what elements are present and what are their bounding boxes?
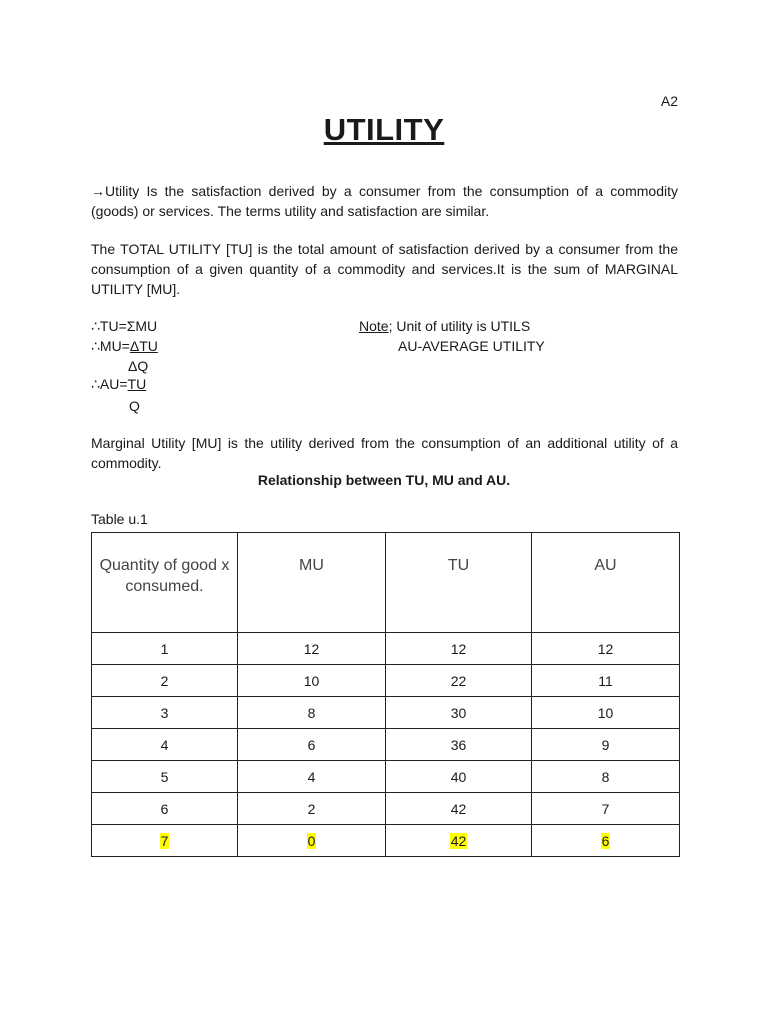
quantity-cell: 3: [92, 697, 238, 729]
au-formula: [91, 374, 146, 394]
highlighted-value: 7: [160, 832, 169, 849]
page-reference: A2: [660, 93, 678, 109]
table-row: [92, 729, 680, 761]
mu-cell: 6: [238, 729, 386, 761]
tu-cell: 22: [386, 665, 532, 697]
tu-cell: 40: [386, 761, 532, 793]
tu-cell: 12: [386, 633, 532, 665]
table-row: [92, 793, 680, 825]
mu-formula: [91, 336, 158, 356]
au-cell: 12: [532, 633, 680, 665]
highlighted-table-row: [92, 825, 680, 857]
mu-column-header: MU: [238, 533, 386, 633]
table-header-row: [92, 533, 680, 633]
table-caption: Table u.1: [91, 511, 148, 527]
table-row: [92, 665, 680, 697]
table-row: [92, 633, 680, 665]
quantity-cell: 1: [92, 633, 238, 665]
mu-formula-numerator: ΔTU: [129, 338, 158, 354]
au-cell: [532, 825, 680, 857]
utility-table: [91, 532, 680, 857]
total-utility-paragraph: The TOTAL UTILITY [TU] is the total amount of satisfaction derived by a consumer from the consumption of a given quantity of a commodity and services.It is the sum of MARGINAL UTILITY [MU].: [91, 241, 678, 297]
highlighted-value: 42: [450, 832, 467, 849]
page-title: UTILITY: [323, 112, 445, 147]
quantity-cell: 4: [92, 729, 238, 761]
table-row: [92, 761, 680, 793]
au-definition: AU-AVERAGE UTILITY: [398, 338, 545, 354]
au-cell: 9: [532, 729, 680, 761]
mu-cell: [238, 825, 386, 857]
au-cell: 7: [532, 793, 680, 825]
au-formula-numerator: TU: [127, 376, 147, 392]
tu-formula: ∴TU=ΣMU: [91, 318, 158, 334]
au-cell: 11: [532, 665, 680, 697]
mu-cell: 4: [238, 761, 386, 793]
au-formula-denominator: Q: [129, 398, 140, 414]
quantity-column-header: Quantity of good x consumed.: [92, 533, 238, 633]
mu-cell: 10: [238, 665, 386, 697]
mu-cell: 2: [238, 793, 386, 825]
highlighted-value: 0: [307, 832, 316, 849]
tu-cell: 30: [386, 697, 532, 729]
mu-formula-denominator: ΔQ: [128, 358, 149, 374]
au-cell: 10: [532, 697, 680, 729]
au-formula-prefix: ∴AU=: [91, 376, 128, 392]
units-note: [359, 316, 530, 336]
mu-cell: 8: [238, 697, 386, 729]
quantity-cell: [92, 825, 238, 857]
tu-cell: [386, 825, 532, 857]
quantity-cell: 6: [92, 793, 238, 825]
mu-cell: 12: [238, 633, 386, 665]
tu-column-header: TU: [386, 533, 532, 633]
marginal-utility-paragraph: Marginal Utility [MU] is the utility derived from the consumption of an additional utility of a commodity.: [91, 435, 678, 471]
tu-cell: 42: [386, 793, 532, 825]
highlighted-value: 6: [601, 832, 610, 849]
note-label: Note: [359, 318, 389, 334]
mu-formula-prefix: ∴MU=: [91, 338, 130, 354]
au-column-header: AU: [532, 533, 680, 633]
intro-paragraph: →Utility Is the satisfaction derived by a consumer from the consumption of a commodity (goods) or services. The terms utility and satisfaction are similar.: [91, 183, 678, 219]
table-row: [92, 697, 680, 729]
tu-cell: 36: [386, 729, 532, 761]
table-heading: Relationship between TU, MU and AU.: [257, 472, 511, 488]
quantity-cell: 2: [92, 665, 238, 697]
note-text: ; Unit of utility is UTILS: [388, 318, 531, 334]
quantity-cell: 5: [92, 761, 238, 793]
au-cell: 8: [532, 761, 680, 793]
